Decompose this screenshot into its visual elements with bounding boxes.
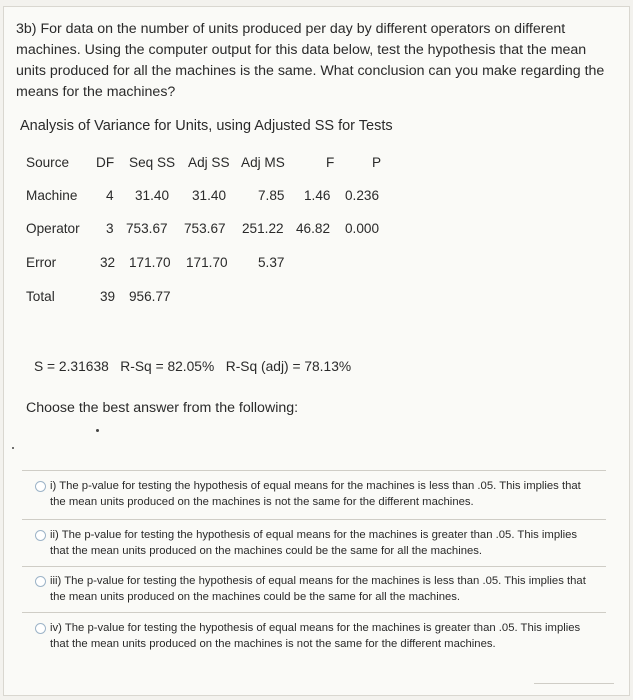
table-cell: 753.67: [126, 221, 168, 236]
table-cell: 1.46: [304, 188, 331, 203]
divider: [534, 683, 614, 684]
table-cell: 171.70: [129, 255, 171, 270]
table-cell: 46.82: [296, 221, 331, 236]
option-label: iii) The p-value for testing the hypothesis of equal means for the machines is less than .05. This implies that the mean units produced on the machines could be the same for all the machines.: [50, 575, 586, 603]
model-summary: S = 2.31638 R-Sq = 82.05% R-Sq (adj) = 78.13%: [34, 359, 352, 374]
radio-button[interactable]: [35, 623, 46, 634]
option-label: ii) The p-value for testing the hypothesis of equal means for the machines is greater than .05. This implies that the mean units produced on the machines could be the same for all the machines.: [50, 529, 578, 557]
table-cell: 3: [106, 221, 114, 236]
stray-mark: [12, 447, 14, 449]
divider: [22, 612, 606, 613]
table-cell: 0.236: [345, 188, 380, 203]
column-header: DF: [96, 155, 115, 170]
radio-button[interactable]: [35, 481, 46, 492]
divider: [22, 566, 606, 567]
table-cell: 956.77: [129, 289, 171, 304]
table-cell: 171.70: [186, 255, 228, 270]
answer-option-4[interactable]: [38, 621, 598, 652]
answer-option-3[interactable]: [38, 574, 598, 605]
table-cell: 5.37: [258, 255, 285, 270]
table-row-source: Machine: [26, 188, 78, 203]
divider: [22, 470, 606, 471]
column-header: F: [326, 155, 335, 170]
table-cell: 7.85: [258, 188, 285, 203]
answer-option-2[interactable]: [38, 528, 598, 559]
option-label: iv) The p-value for testing the hypothesis of equal means for the machines is greater than .05. This implies that the mean units produced on the machines is not the same for the different machines.: [50, 622, 581, 650]
anova-heading: Analysis of Variance for Units, using Adjusted SS for Tests: [20, 118, 393, 134]
column-header: Source: [26, 155, 70, 170]
table-row-source: Total: [26, 289, 55, 304]
radio-button[interactable]: [35, 530, 46, 541]
table-cell: 32: [100, 255, 116, 270]
document-page: [3, 6, 630, 696]
stray-mark: [96, 429, 99, 432]
column-header: Adj SS: [188, 155, 230, 170]
question-text: 3b) For data on the number of units produced per day by different operators on different machines. Using the computer output for this data below, test the hypothesis that the mean units produced for all the machines is the same. What conclusion can you make regarding the means for the machines?: [16, 21, 605, 100]
answer-option-1[interactable]: [38, 479, 598, 510]
column-header: Seq SS: [129, 155, 176, 170]
option-label: i) The p-value for testing the hypothesis of equal means for the machines is less than .05. This implies that the mean units produced on the machines is not the same for the different machines.: [50, 480, 581, 508]
table-cell: 31.40: [192, 188, 227, 203]
table-cell: 0.000: [345, 221, 380, 236]
table-row-source: Operator: [26, 221, 80, 236]
column-header: P: [372, 155, 382, 170]
radio-button[interactable]: [35, 576, 46, 587]
answer-prompt: Choose the best answer from the following:: [26, 400, 299, 416]
table-cell: 251.22: [242, 221, 284, 236]
divider: [22, 519, 606, 520]
column-header: Adj MS: [241, 155, 285, 170]
table-cell: 39: [100, 289, 116, 304]
table-cell: 4: [106, 188, 114, 203]
table-cell: 31.40: [135, 188, 170, 203]
anova-table: [4, 7, 631, 327]
table-cell: 753.67: [184, 221, 226, 236]
table-row-source: Error: [26, 255, 57, 270]
